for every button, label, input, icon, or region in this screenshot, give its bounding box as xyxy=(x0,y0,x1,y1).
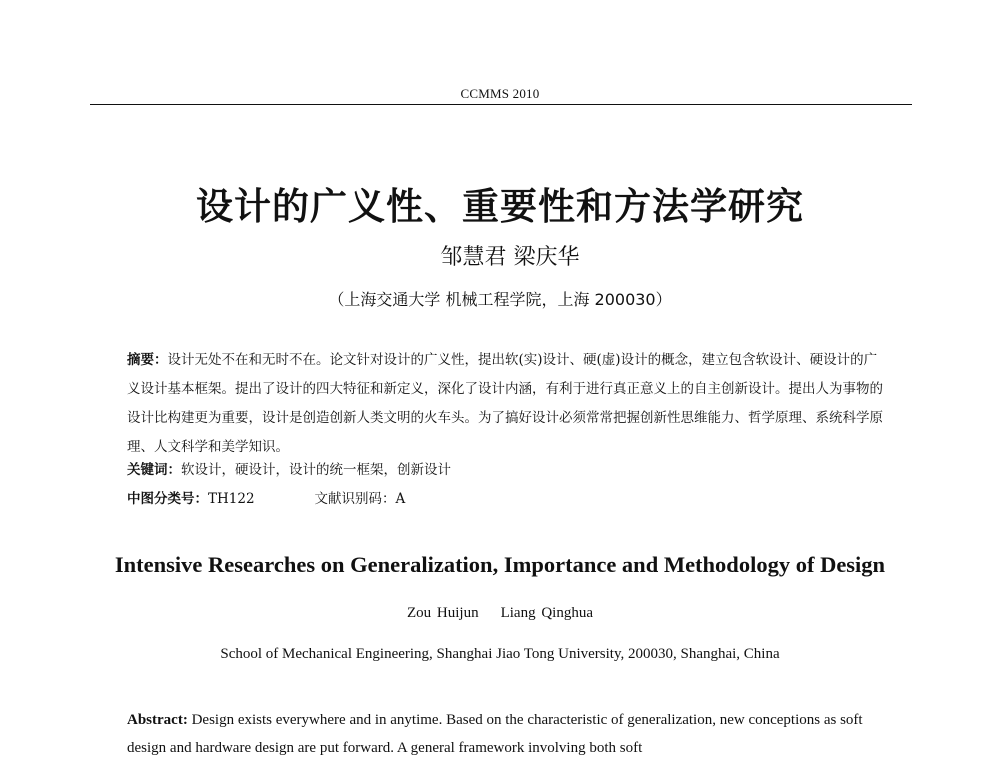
chinese-keywords xyxy=(127,458,451,478)
chinese-abstract xyxy=(127,346,887,462)
chinese-title: 设计的广义性、重要性和方法学研究 xyxy=(196,185,804,228)
clc-value: TH122 xyxy=(208,491,255,507)
english-author-1: Zou Huijun xyxy=(407,605,479,621)
doc-code-label: 文献识别码： xyxy=(314,491,396,507)
doc-code-value: A xyxy=(395,491,406,507)
english-affiliation: School of Mechanical Engineering, Shanghai Jiao Tong University, 200030, Shanghai, China xyxy=(220,646,780,662)
english-authors xyxy=(0,605,1000,622)
classification-line xyxy=(127,487,405,507)
chinese-abstract-label: 摘要： xyxy=(127,352,168,368)
keywords-label: 关键词： xyxy=(127,462,181,478)
running-header: CCMMS 2010 xyxy=(460,86,540,101)
english-title: Intensive Researches on Generalization, Importance and Methodology of Design xyxy=(114,552,886,577)
chinese-affiliation: （上海交通大学 机械工程学院，上海 200030） xyxy=(328,290,672,309)
english-abstract-text: Design exists everywhere and in anytime. Based on the characteristic of generalization, new conceptions as soft design and hardware design are put forward. A general framework involving both soft xyxy=(127,712,863,756)
keywords-text: 软设计，硬设计，设计的统一框架，创新设计 xyxy=(181,462,451,478)
english-abstract-label: Abstract: xyxy=(127,712,188,728)
english-author-2: Liang Qinghua xyxy=(500,605,593,621)
chinese-authors: 邹慧君 梁庆华 xyxy=(440,245,580,270)
chinese-abstract-text: 设计无处不在和无时不在。论文针对设计的广义性，提出软(实)设计、硬(虚)设计的概念，建立包含软设计、硬设计的广义设计基本框架。提出了设计的四大特征和新定义，深化了设计内涵，有利于进行真正意义上的自主创新设计。提出人为事物的设计比构建更为重要，设计是创造创新人类文明的火车头。为了搞好设计必须常常把握创新性思维能力、哲学原理、系统科学原理、人文科学和美学知识。 xyxy=(127,352,883,455)
header-rule xyxy=(90,104,912,105)
english-abstract xyxy=(127,706,897,762)
clc-label: 中图分类号： xyxy=(127,491,208,507)
